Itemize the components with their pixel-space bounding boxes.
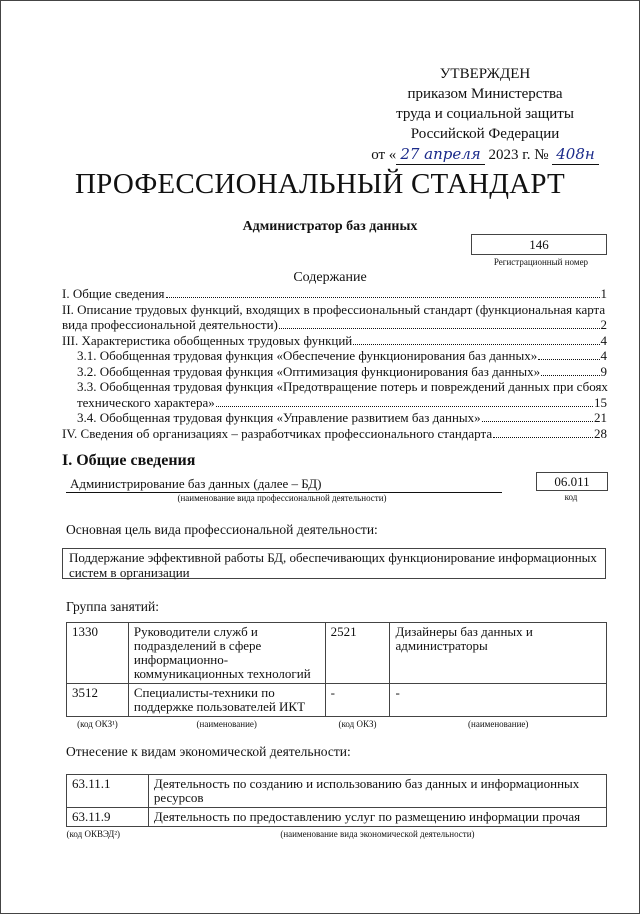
caption: (код ОКВЭД²) [66,829,121,839]
goal-box: Поддержание эффективной работы БД, обеспечивающих функционирование информационных систем в организации [62,548,606,579]
goal-label: Основная цель вида профессиональной деятельности: [66,522,378,537]
okz-name-cell: - [390,684,607,717]
activity-kind-value: Администрирование баз данных (далее – БД) [66,476,502,493]
toc-item[interactable]: 3.3. Обобщенная трудовая функция «Предотвращение потерь и повреждений данных при сбоях [77,379,608,394]
okz-name-cell: Руководители служб и подразделений в сфере информационно-коммуникационных технологий [128,623,325,684]
table-row [67,775,607,808]
toc-heading: Содержание [293,270,367,285]
caption: (наименование) [196,719,257,729]
caption: (код ОКЗ) [338,719,377,729]
standard-name: Администратор баз данных [242,219,418,234]
section-heading: I. Общие сведения [62,452,196,469]
approval-line: труда и социальной защиты [396,106,574,122]
handwritten-date: 27 апреля [396,144,484,165]
table-of-contents [62,286,607,441]
activity-kind-caption: (наименование вида профессиональной деятельности) [177,493,387,503]
okz-code-cell: 3512 [67,684,129,717]
okved-name-cell: Деятельность по созданию и использованию баз данных и информационных ресурсов [148,775,606,808]
caption: (наименование) [468,719,529,729]
okz-name-cell: Специалисты-техники по поддержке пользователей ИКТ [128,684,325,717]
occupations-table [66,622,607,731]
approval-block [360,64,610,165]
date-year: 2023 г. № [488,147,549,163]
approval-line: Российской Федерации [410,126,560,142]
registration-number-box: 146 [471,234,607,255]
toc-item[interactable]: 3.1. Обобщенная трудовая функция «Обеспечение функционирования баз данных» 4 [77,348,607,363]
table-row [67,684,607,717]
toc-item[interactable]: 3.4. Обобщенная трудовая функция «Управление развитием баз данных» 21 [77,410,607,425]
okved-code-cell: 63.11.9 [67,808,149,827]
handwritten-number: 408н [552,144,599,165]
toc-item-continued[interactable]: вида профессиональной деятельности) 2 [62,317,607,332]
approval-line: приказом Министерства [407,86,563,102]
toc-item[interactable]: 3.2. Обобщенная трудовая функция «Оптимизация функционирования баз данных» 9 [77,363,607,379]
approval-line: УТВЕРЖДЕН [439,66,531,82]
okved-table [66,774,607,841]
table-row [67,623,607,684]
okved-code-cell: 63.11.1 [67,775,149,808]
approval-date-line [360,144,610,165]
registration-number-label: Регистрационный номер [493,257,589,267]
date-prefix: от « [371,147,397,163]
caption-row [67,827,607,842]
activities-label: Отнесение к видам экономической деятельности: [66,744,351,759]
toc-item[interactable]: II. Описание трудовых функций, входящих в профессиональный стандарт (функциональная карта [62,301,606,317]
activity-code-box: 06.011 [536,472,608,491]
okz-code-cell: - [325,684,390,717]
caption-row [67,717,607,732]
toc-item[interactable]: III. Характеристика обобщенных трудовых функций 4 [62,332,607,348]
okved-name-cell: Деятельность по предоставлению услуг по размещению информации прочая [148,808,606,827]
toc-item-continued[interactable]: технического характера» 15 [77,394,607,410]
table-row [67,808,607,827]
activity-code-caption: код [564,492,578,502]
toc-item[interactable]: I. Общие сведения 1 [62,286,607,301]
okz-code-cell: 1330 [67,623,129,684]
okz-code-cell: 2521 [325,623,390,684]
document-title: ПРОФЕССИОНАЛЬНЫЙ СТАНДАРТ [75,168,565,200]
occupations-label: Группа занятий: [66,599,159,614]
caption: (код ОКЗ¹) [77,719,118,729]
okz-name-cell: Дизайнеры баз данных и администраторы [390,623,607,684]
toc-item[interactable]: IV. Сведения об организациях – разработчиках профессионального стандарта 28 [62,425,607,441]
caption: (наименование вида экономической деятельности) [280,829,475,839]
